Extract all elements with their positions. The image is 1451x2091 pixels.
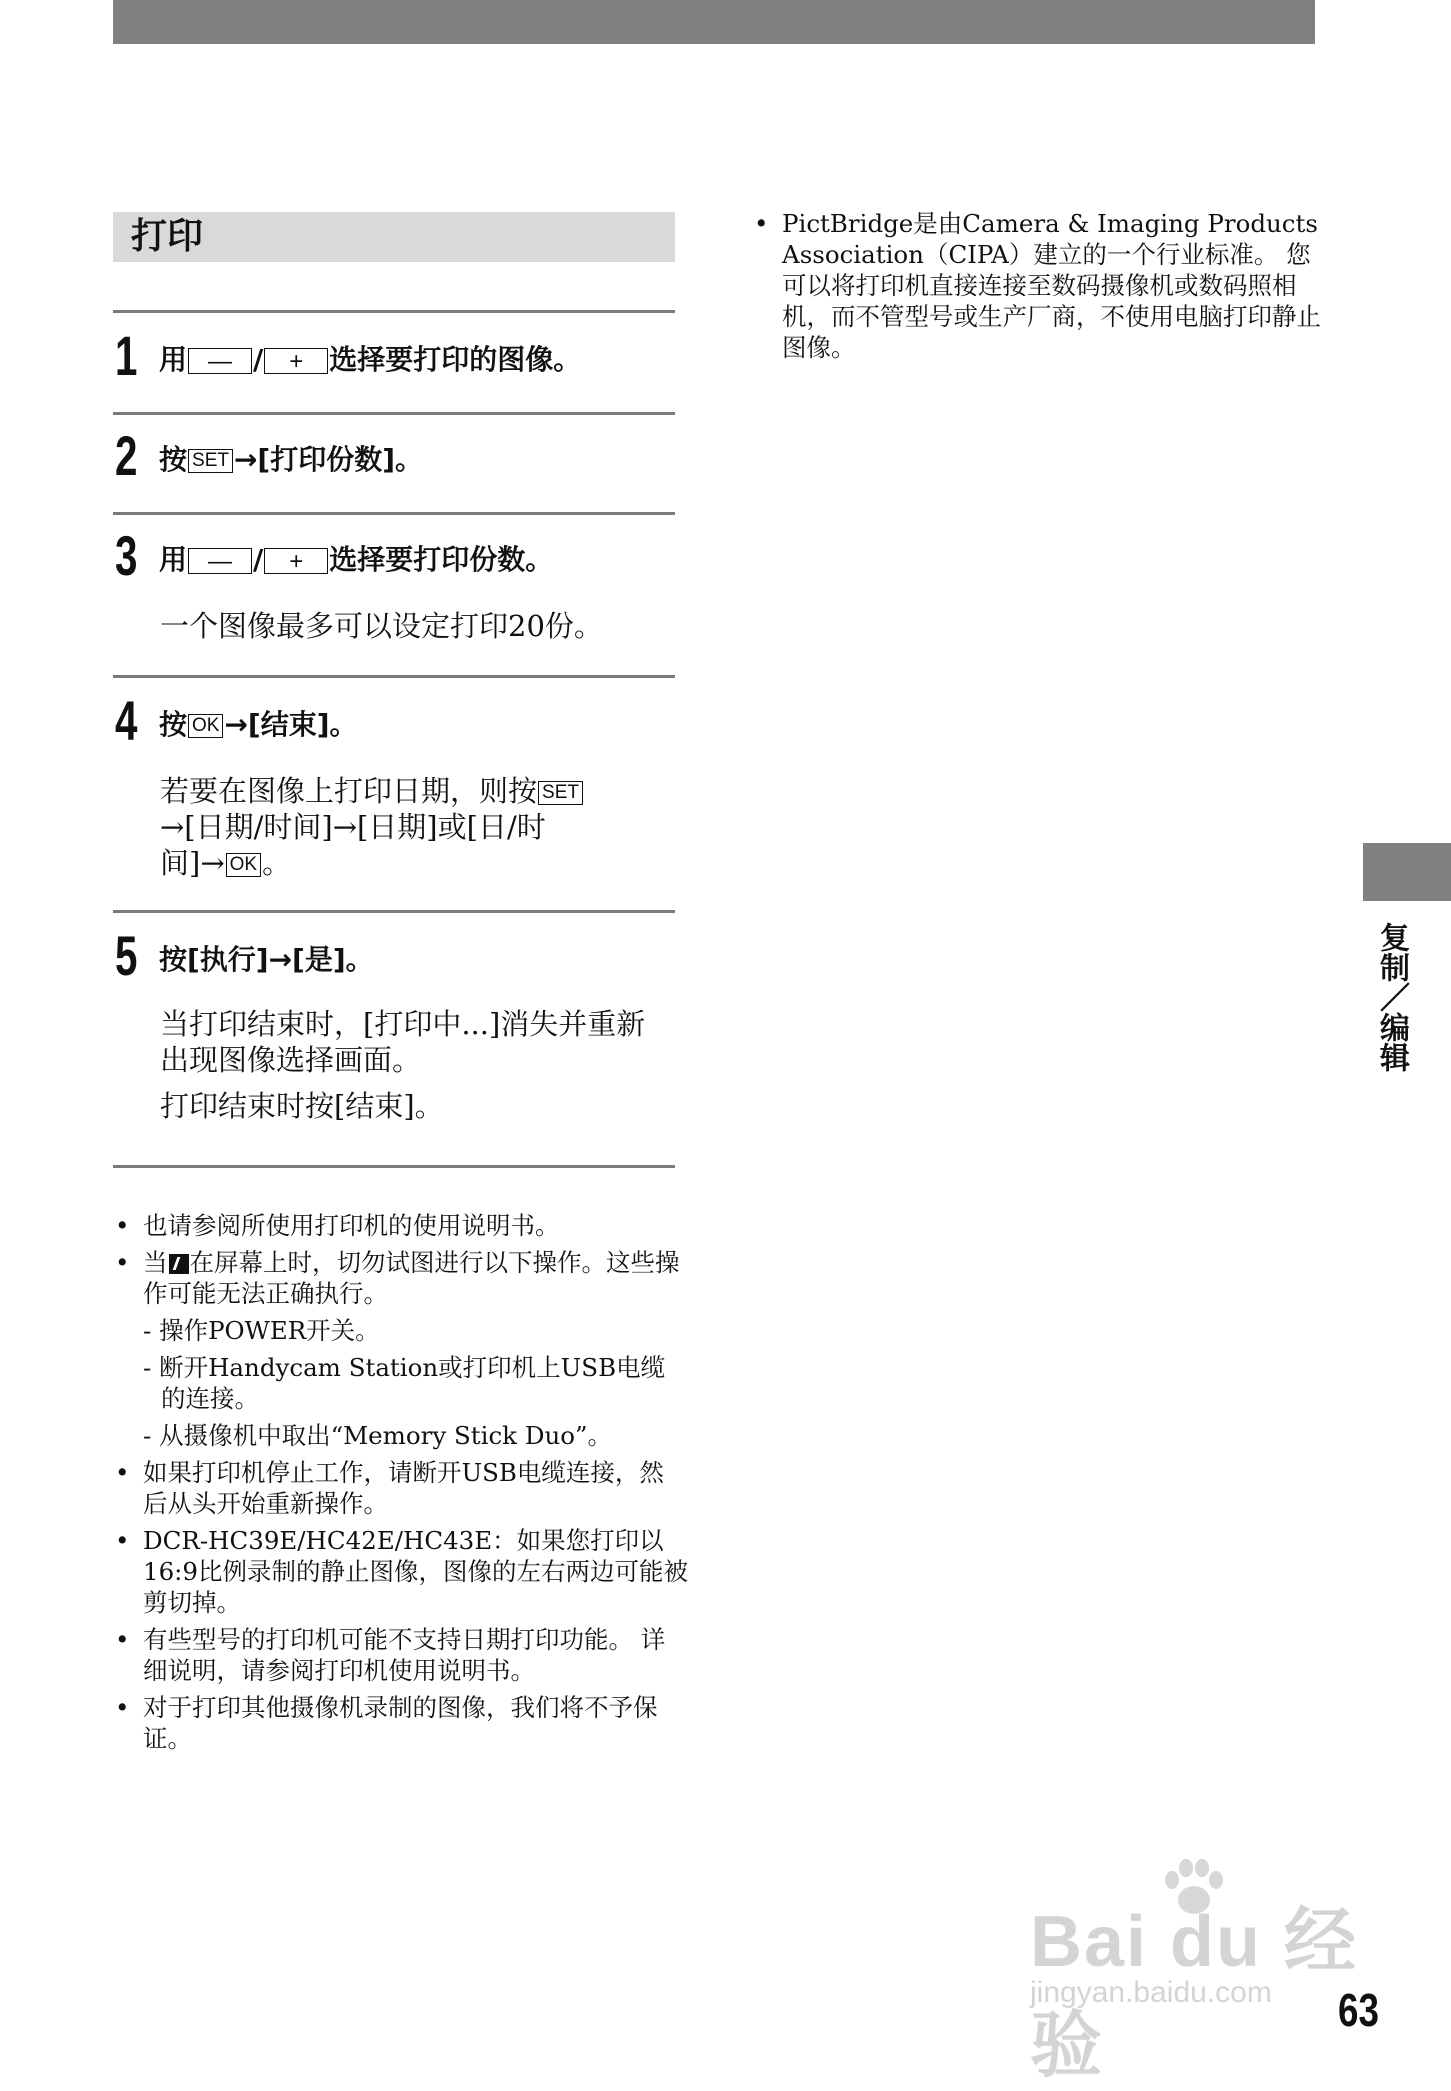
watermark-logo: Bai du 经验 [1030, 1902, 1359, 2086]
note-item: • DCR-HC39E/HC42E/HC43E：如果您打印以16:9比例录制的静止图像，图像的左右两边可能被剪切掉。 [113, 1525, 688, 1618]
divider [113, 675, 675, 678]
step-instruction: 按 SET →[打印份数]。 [159, 443, 424, 476]
minus-key-icon: — [188, 548, 252, 574]
note-item: • 对于打印其他摄像机录制的图像，我们将不予保证。 [113, 1692, 688, 1754]
step-instruction: 用 — / + 选择要打印的图像。 [159, 343, 582, 376]
note-item: • 也请参阅所使用打印机的使用说明书。 [113, 1210, 688, 1241]
note-item: • PictBridge是由Camera & Imaging Products Association（CIPA）建立的一个行业标准。 您可以将打印机直接连接至数码摄像机或数码照相机，而不管型号或生产厂商，不使用电脑打印静止图像。 [752, 208, 1322, 363]
plus-key-icon: + [264, 548, 328, 574]
notes-list [113, 1210, 688, 1760]
set-key-icon: SET [538, 781, 583, 805]
ok-key-icon: OK [188, 714, 223, 738]
plus-key-icon: + [264, 348, 328, 374]
warning-icon [169, 1254, 189, 1274]
page-number: 63 [1338, 1984, 1379, 2036]
divider [113, 1165, 675, 1168]
watermark-url: jingyan.baidu.com [1030, 1976, 1272, 2009]
chapter-tab [1363, 843, 1451, 901]
divider [113, 910, 675, 913]
note-subitem: - 从摄像机中取出“Memory Stick Duo”。 [143, 1421, 613, 1450]
step-detail: 一个图像最多可以设定打印20份。 [160, 609, 603, 643]
ok-key-icon: OK [226, 853, 261, 877]
step-detail: 若要在图像上打印日期，则按 SET →[日期/时间]→[日期]或[日/时 间]→ OK 。 [160, 773, 660, 881]
step-instruction: 按 OK →[结束]。 [159, 708, 358, 741]
step-number: 5 [115, 924, 138, 987]
step-instruction: 用 — / + 选择要打印份数。 [159, 543, 554, 576]
step-instruction: 按[执行]→[是]。 [159, 943, 374, 976]
minus-key-icon: — [188, 348, 252, 374]
divider [113, 310, 675, 313]
header-bar [113, 0, 1315, 44]
step-number: 4 [115, 689, 138, 752]
note-item: • 如果打印机停止工作，请断开USB电缆连接，然后从头开始重新操作。 [113, 1457, 688, 1519]
divider [113, 412, 675, 415]
step-number: 2 [115, 424, 138, 487]
note-subitem: - 操作POWER开关。 [143, 1316, 380, 1345]
set-key-icon: SET [188, 449, 233, 473]
divider [113, 512, 675, 515]
step-detail: 当打印结束时，[打印中...]消失并重新出现图像选择画面。 打印结束时按[结束]。 [160, 1007, 646, 1123]
step-number: 3 [115, 524, 138, 587]
section-title: 打印 [113, 212, 675, 262]
note-item: • 有些型号的打印机可能不支持日期打印功能。 详细说明，请参阅打印机使用说明书。 [113, 1624, 688, 1686]
note-item: • 当 在屏幕上时，切勿试图进行以下操作。这些操作可能无法正确执行。 [113, 1247, 688, 1309]
chapter-label: 复制／编辑 [1374, 922, 1409, 1072]
step-number: 1 [115, 324, 138, 387]
note-subitem: - 断开Handycam Station或打印机上USB电缆的连接。 [143, 1353, 666, 1413]
pictbridge-note [752, 208, 1322, 369]
